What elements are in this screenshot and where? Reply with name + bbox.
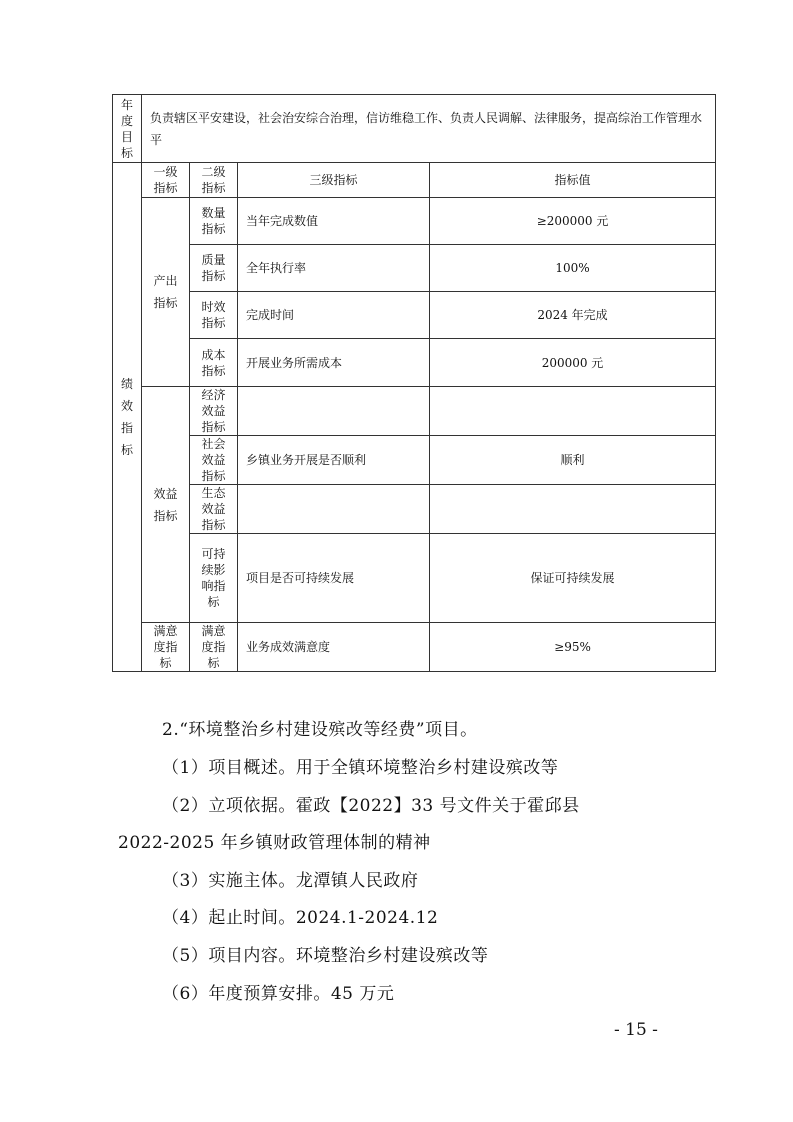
paragraph-line: （4）起止时间。2024.1-2024.12 (162, 908, 439, 928)
table-row (113, 339, 716, 387)
header-value: 指标值 (430, 163, 716, 198)
indicator-value: 顺利 (430, 436, 716, 485)
indicator-item: 完成时间 (238, 292, 430, 339)
table-row (113, 198, 716, 245)
indicator-item: 全年执行率 (238, 245, 430, 292)
sub-indicator: 社会 效益 指标 (190, 436, 238, 485)
table-row (113, 436, 716, 485)
indicator-item (238, 485, 430, 534)
benefit-indicator-label: 效益 指标 (142, 387, 190, 623)
header-level2: 二级 指标 (190, 163, 238, 198)
sub-indicator: 时效 指标 (190, 292, 238, 339)
performance-indicator-label: 绩 效 指 标 (113, 163, 142, 672)
indicator-value: 100% (430, 245, 716, 292)
table-row (113, 387, 716, 436)
annual-goal-row (113, 95, 716, 163)
indicator-value: 2024 年完成 (430, 292, 716, 339)
table-row (113, 292, 716, 339)
header-level1: 一级 指标 (142, 163, 190, 198)
indicator-value: ≥200000 元 (430, 198, 716, 245)
performance-table (112, 94, 716, 672)
paragraph-line: （1）项目概述。用于全镇环境整治乡村建设殡改等 (162, 758, 559, 778)
annual-goal-label: 年 度 目 标 (113, 95, 142, 163)
table-row (113, 485, 716, 534)
indicator-item: 业务成效满意度 (238, 623, 430, 672)
sub-indicator: 可持 续影 响指 标 (190, 534, 238, 623)
sub-indicator: 经济 效益 指标 (190, 387, 238, 436)
indicator-value: 200000 元 (430, 339, 716, 387)
page-number: - 15 - (614, 1020, 658, 1040)
indicator-item: 开展业务所需成本 (238, 339, 430, 387)
indicator-item: 乡镇业务开展是否顺利 (238, 436, 430, 485)
paragraph-line: （3）实施主体。龙潭镇人民政府 (162, 871, 419, 891)
paragraph-line: （6）年度预算安排。45 万元 (162, 984, 395, 1004)
header-level3: 三级指标 (238, 163, 430, 198)
output-indicator-label: 产出 指标 (142, 198, 190, 387)
indicator-value (430, 387, 716, 436)
paragraph-line: 2022-2025 年乡镇财政管理体制的精神 (118, 833, 431, 853)
indicator-item: 项目是否可持续发展 (238, 534, 430, 623)
indicator-item: 当年完成数值 (238, 198, 430, 245)
table-row (113, 245, 716, 292)
annual-goal-text: 负责辖区平安建设，社会治安综合治理，信访维稳工作、负责人民调解、法律服务，提高综治工作管理水平 (142, 95, 716, 163)
sub-indicator: 满意 度指 标 (190, 623, 238, 672)
satisfaction-indicator-label: 满意 度指 标 (142, 623, 190, 672)
table-row (113, 534, 716, 623)
project-heading: 2.“环境整治乡村建设殡改等经费”项目。 (162, 720, 478, 740)
paragraph-line: （5）项目内容。环境整治乡村建设殡改等 (162, 946, 489, 966)
sub-indicator: 质量 指标 (190, 245, 238, 292)
indicator-item (238, 387, 430, 436)
paragraph-line: （2）立项依据。霍政【2022】33 号文件关于霍邱县 (162, 796, 580, 816)
indicator-value: ≥95% (430, 623, 716, 672)
header-row (113, 163, 716, 198)
indicator-value (430, 485, 716, 534)
sub-indicator: 成本 指标 (190, 339, 238, 387)
indicator-value: 保证可持续发展 (430, 534, 716, 623)
table-row (113, 623, 716, 672)
sub-indicator: 生态 效益 指标 (190, 485, 238, 534)
sub-indicator: 数量 指标 (190, 198, 238, 245)
